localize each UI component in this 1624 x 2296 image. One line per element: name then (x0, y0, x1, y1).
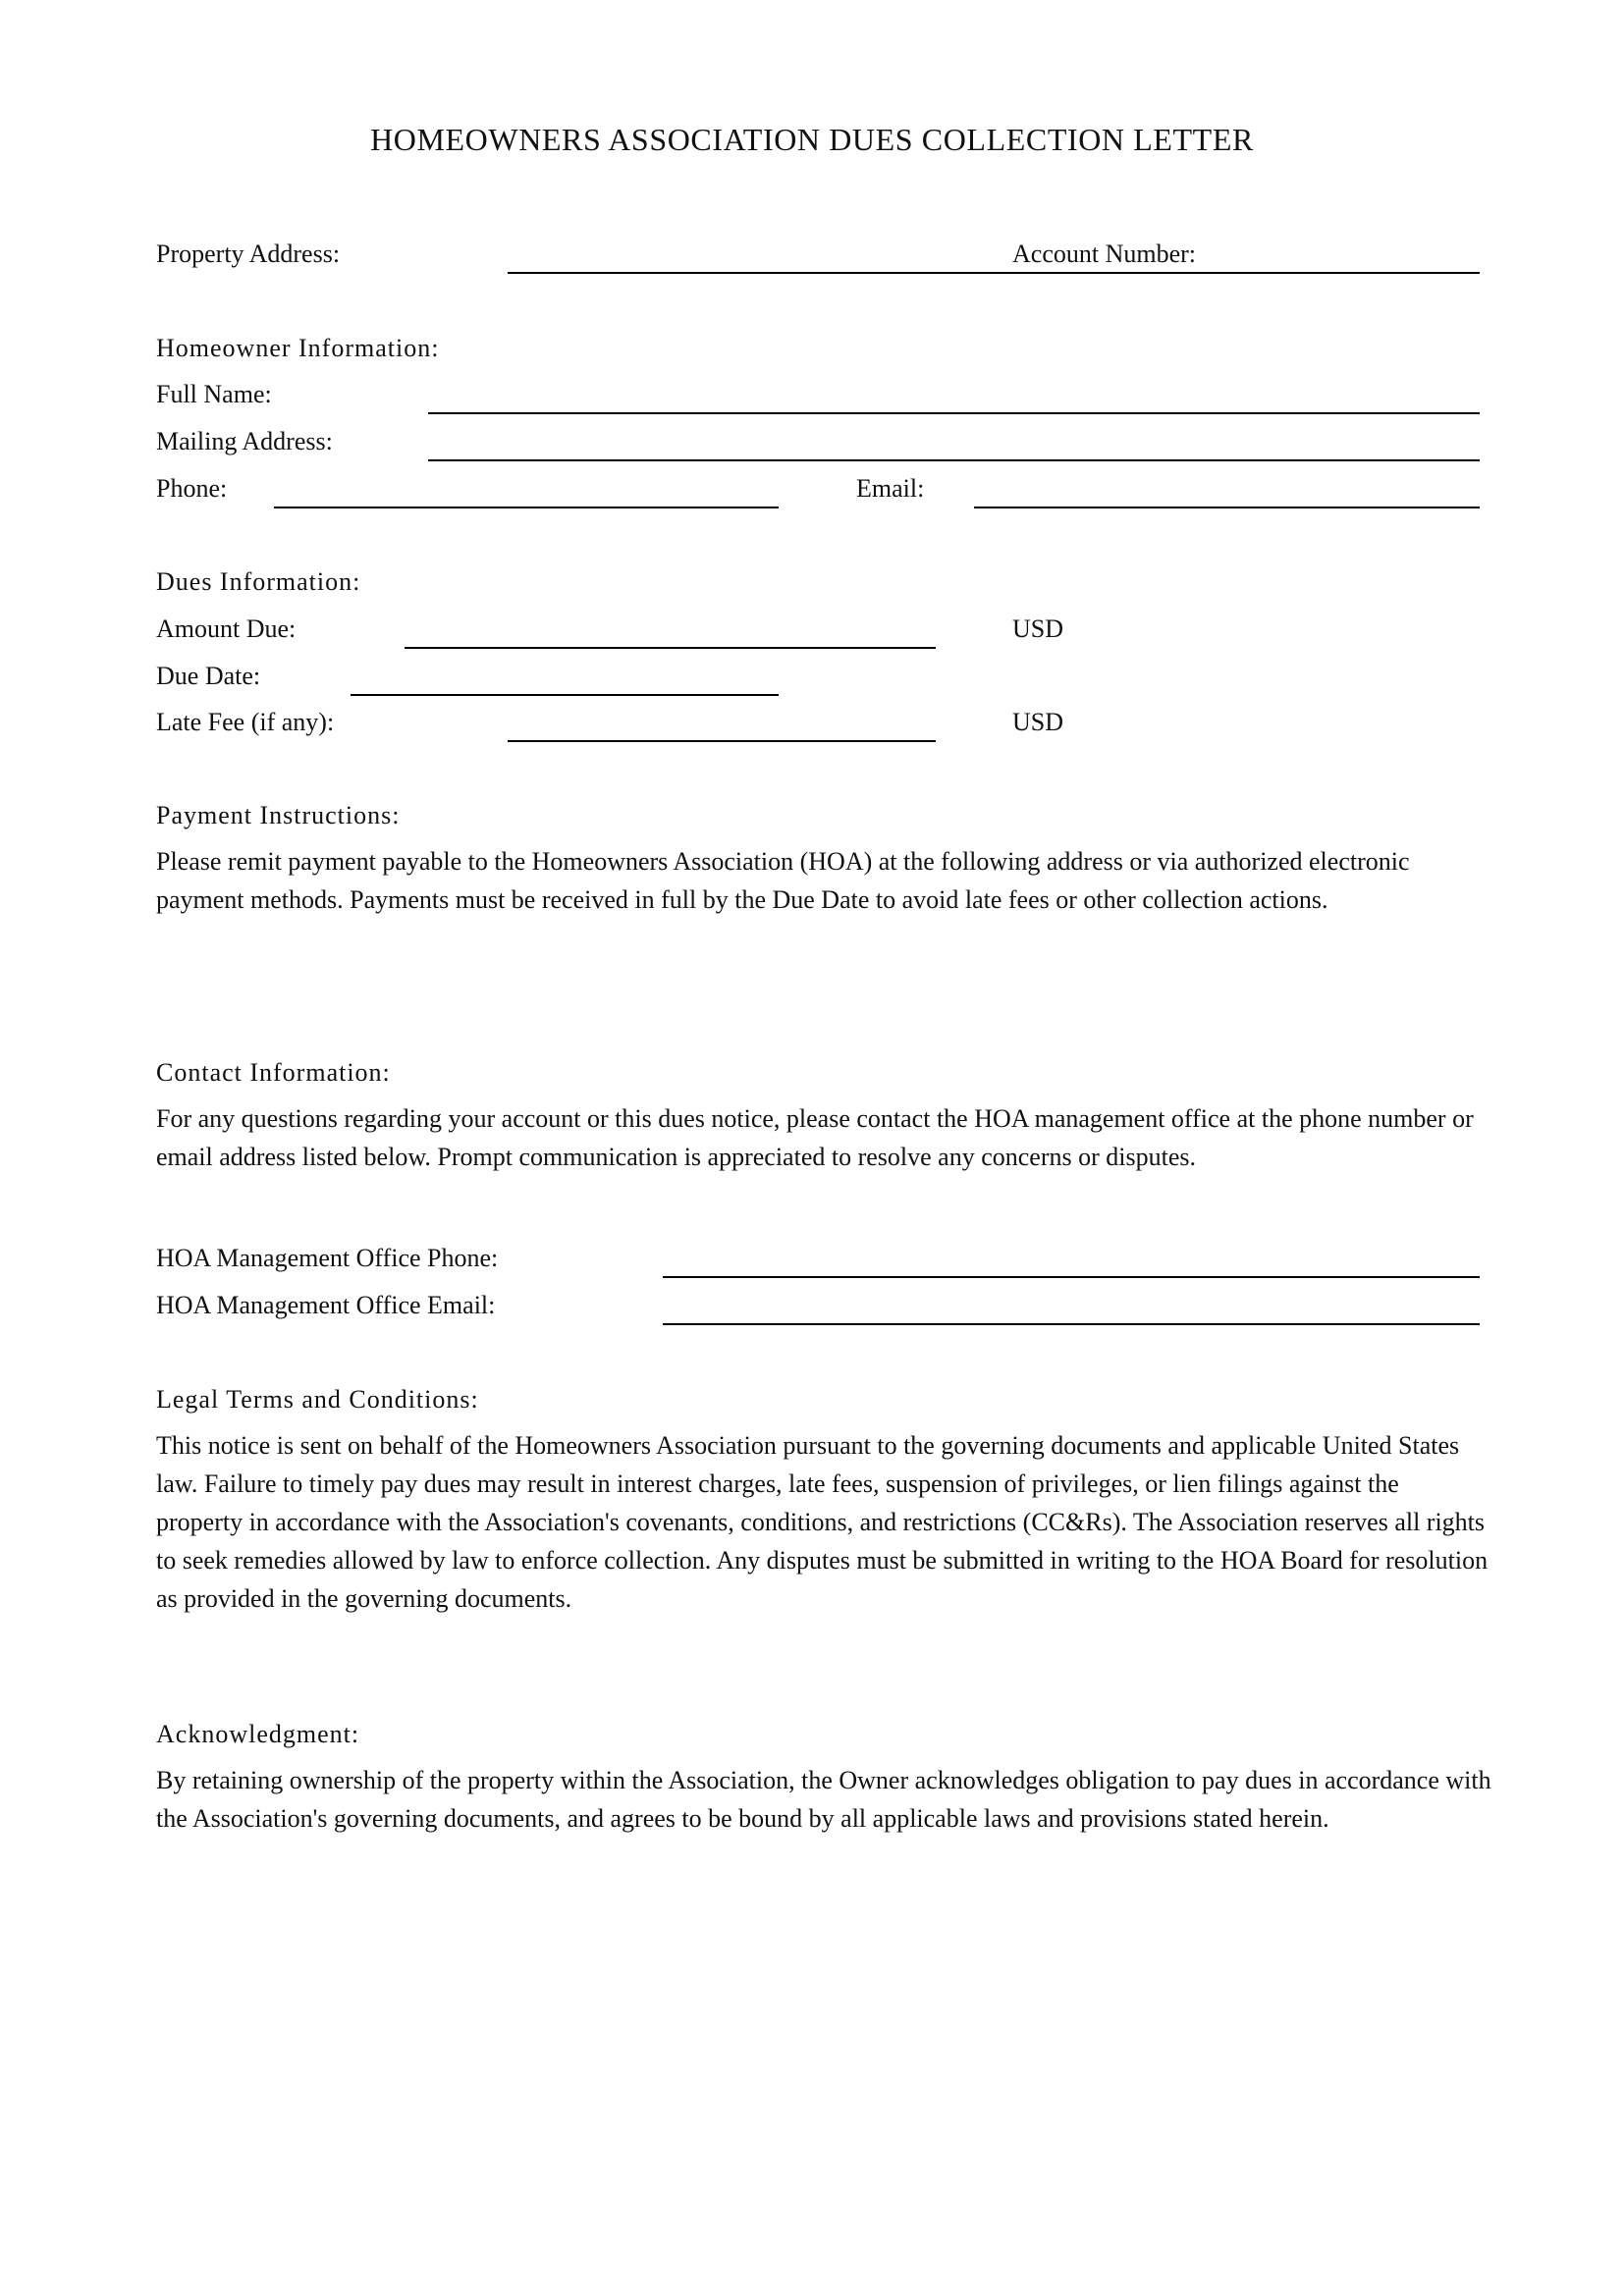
account-number-field[interactable] (999, 248, 1480, 274)
full-name-field[interactable] (428, 389, 1480, 414)
mailing-address-label: Mailing Address: (156, 427, 333, 455)
account-number-label: Account Number: (1012, 240, 1197, 268)
acknowledgment-text: By retaining ownership of the property within the Association, the Owner acknowledges obligation to pay dues in accordance with the Association's governing documents, and agrees to be bound by all applicable laws and provisions stated herein. (156, 1766, 1491, 1833)
amount-due-field[interactable] (405, 623, 936, 649)
mailing-address-field[interactable] (428, 436, 1480, 461)
amount-due-label: Amount Due: (156, 614, 297, 643)
office-phone-field[interactable] (663, 1253, 1480, 1278)
property-address-field[interactable] (508, 248, 999, 274)
late-fee-field[interactable] (508, 717, 936, 742)
full-name-label: Full Name: (156, 380, 272, 408)
property-address-label: Property Address: (156, 240, 341, 268)
phone-label: Phone: (156, 474, 228, 503)
due-date-label: Due Date: (156, 662, 261, 690)
late-fee-currency: USD (1012, 708, 1064, 736)
contact-information-text: For any questions regarding your account or this dues notice, please contact the HOA management office at the phone number or email address listed below. Prompt communication is appreciated to resolve any concerns or disputes. (156, 1104, 1474, 1171)
legal-terms-text: This notice is sent on behalf of the Homeowners Association pursuant to the governing documents and applicable United States law. Failure to timely pay dues may result in interest charges, late fees, suspension of privileges, or lien filings against the property in accordance with the Association's covenants, conditions, and restrictions (CC&Rs). The Association reserves all rights to seek remedies allowed by law to enforce collection. Any disputes must be submitted in writing to the HOA Board for resolution as provided in the governing documents. (156, 1431, 1489, 1613)
homeowner-information-heading: Homeowner Information: (156, 334, 440, 362)
contact-information-heading: Contact Information: (156, 1058, 391, 1087)
phone-field[interactable] (274, 483, 779, 508)
acknowledgment-heading: Acknowledgment: (156, 1720, 360, 1748)
email-label: Email: (856, 474, 925, 503)
dues-information-heading: Dues Information: (156, 567, 361, 596)
document-title: HOMEOWNERS ASSOCIATION DUES COLLECTION LETTER (370, 122, 1254, 157)
payment-instructions-text: Please remit payment payable to the Homeowners Association (HOA) at the following address or via authorized electronic payment methods. Payments must be received in full by the Due Date to avoid late fees or other collection actions. (156, 847, 1410, 914)
late-fee-label: Late Fee (if any): (156, 708, 335, 736)
office-email-field[interactable] (663, 1300, 1480, 1325)
office-phone-label: HOA Management Office Phone: (156, 1244, 499, 1272)
office-email-label: HOA Management Office Email: (156, 1291, 496, 1319)
amount-due-currency: USD (1012, 614, 1064, 643)
legal-terms-heading: Legal Terms and Conditions: (156, 1385, 479, 1414)
due-date-field[interactable] (351, 670, 779, 696)
payment-instructions-heading: Payment Instructions: (156, 801, 401, 829)
email-field[interactable] (974, 483, 1480, 508)
